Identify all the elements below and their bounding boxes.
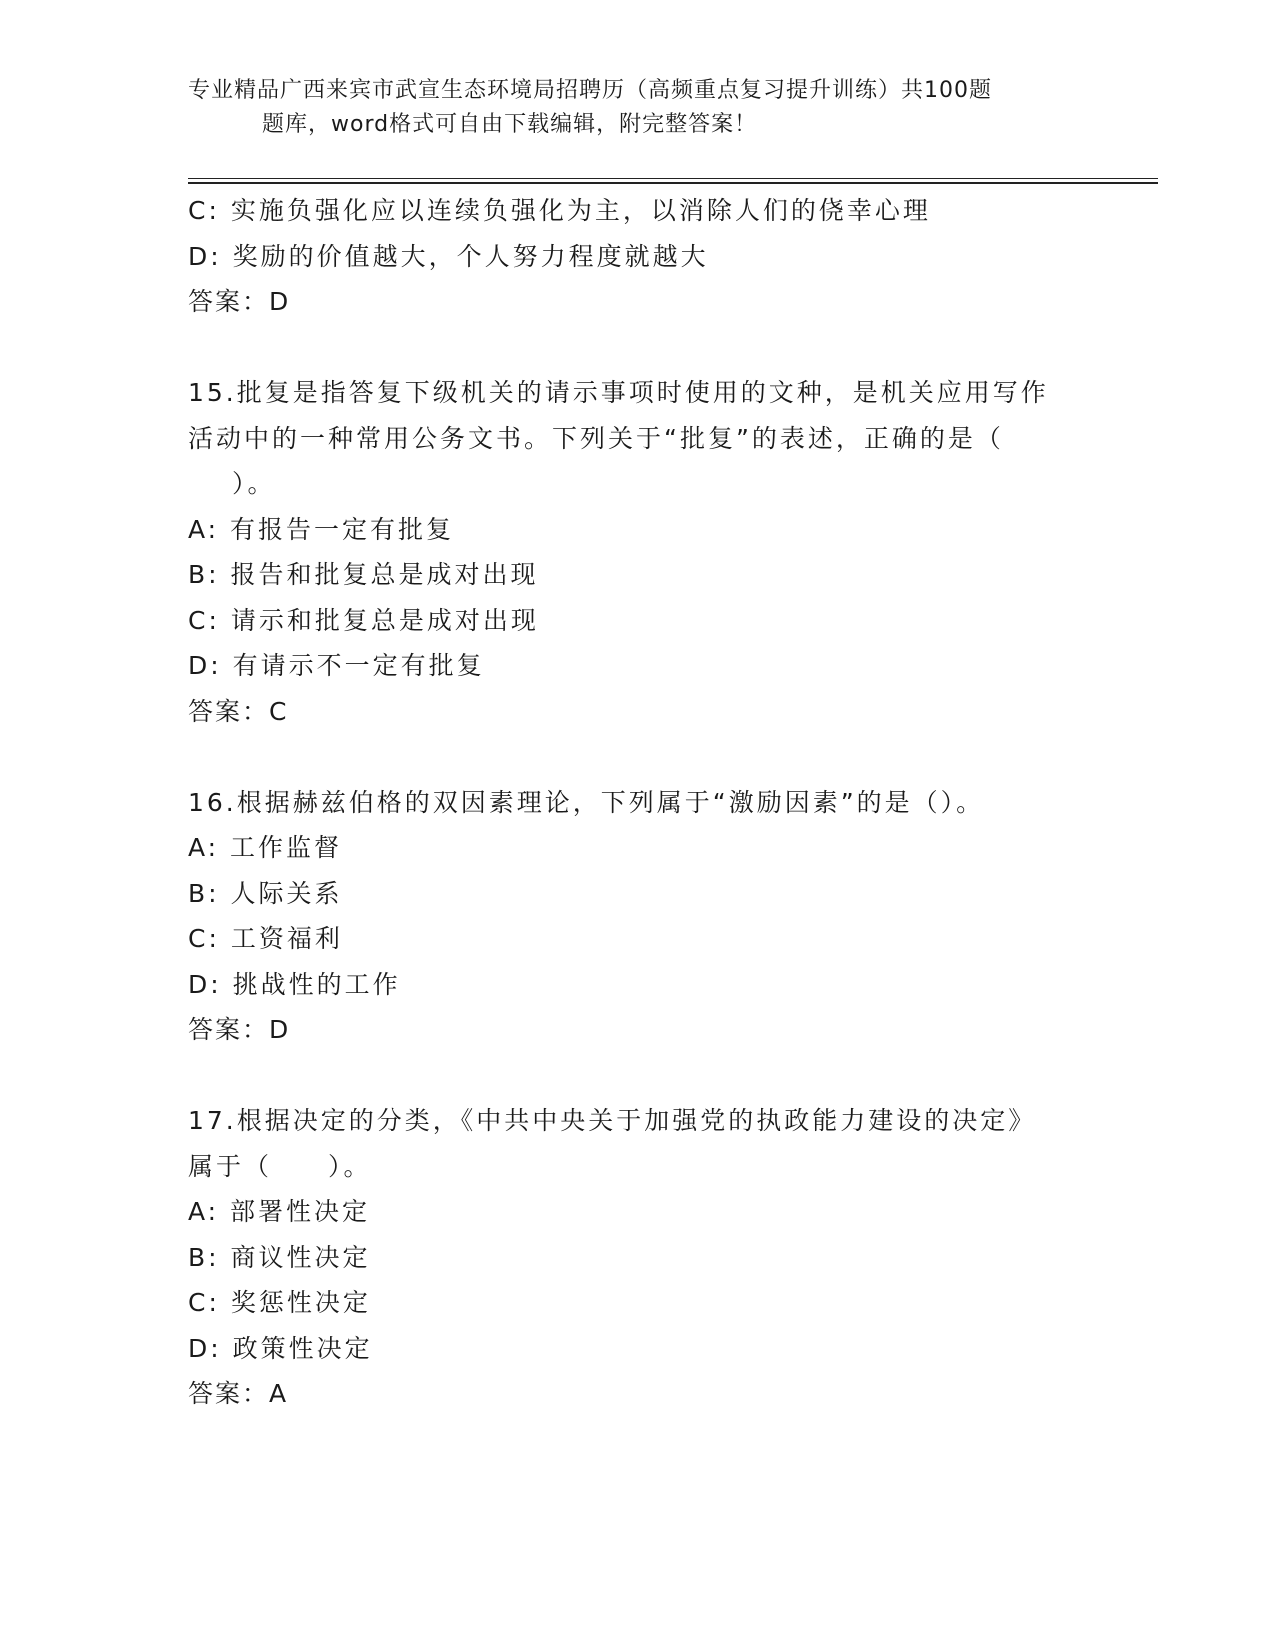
answer-line: 答案：D [188,1015,291,1044]
question-stem-line: 属于（ ）。 [188,1151,372,1181]
answer-line: 答案：D [188,287,291,316]
answer-line: 答案：A [188,1379,289,1408]
option-d: D: 挑战性的工作 [188,969,401,999]
option-c: C: 奖惩性决定 [188,1288,371,1317]
question-stem-line: 16.根据赫兹伯格的双因素理论，下列属于“激励因素”的是（）。 [188,787,985,817]
question-stem-line: 活动中的一种常用公务文书。下列关于“批复”的表述，正确的是（ [188,423,1004,453]
header-title-line-2: 题库，word格式可自由下载编辑，附完整答案！ [262,112,758,137]
question-content [188,188,1088,1417]
option-c: C: 工资福利 [188,924,343,953]
question-17 [188,1098,1088,1417]
spacer [188,734,1088,780]
header-rule-thick [188,182,1158,184]
option-c: C: 实施负强化应以连续负强化为主，以消除人们的侥幸心理 [188,196,931,225]
spacer [188,325,1088,371]
header-title-line-1: 专业精品广西来宾市武宣生态环境局招聘历（高频重点复习提升训练）共100题 [188,78,992,103]
option-b: B: 报告和批复总是成对出现 [188,560,539,589]
question-14-tail [188,188,1088,325]
option-d: D: 政策性决定 [188,1333,373,1363]
question-stem-line: ）。 [232,469,276,498]
answer-line: 答案：C [188,696,289,726]
option-d: D: 奖励的价值越大，个人努力程度就越大 [188,241,709,271]
option-a: A: 部署性决定 [188,1197,371,1226]
option-a: A: 有报告一定有批复 [188,514,455,544]
question-16 [188,780,1088,1053]
document-header [188,74,1068,142]
option-b: B: 商议性决定 [188,1242,371,1272]
question-15 [188,370,1088,734]
question-stem-line: 17.根据决定的分类，《中共中央关于加强党的执政能力建设的决定》 [188,1106,1037,1135]
option-d: D: 有请示不一定有批复 [188,651,485,680]
spacer [188,1053,1088,1099]
header-rule-thin [188,178,1158,179]
option-a: A: 工作监督 [188,833,343,862]
option-c: C: 请示和批复总是成对出现 [188,605,539,635]
question-stem-line: 15.批复是指答复下级机关的请示事项时使用的文种，是机关应用写作 [188,378,1049,407]
option-b: B: 人际关系 [188,878,343,908]
